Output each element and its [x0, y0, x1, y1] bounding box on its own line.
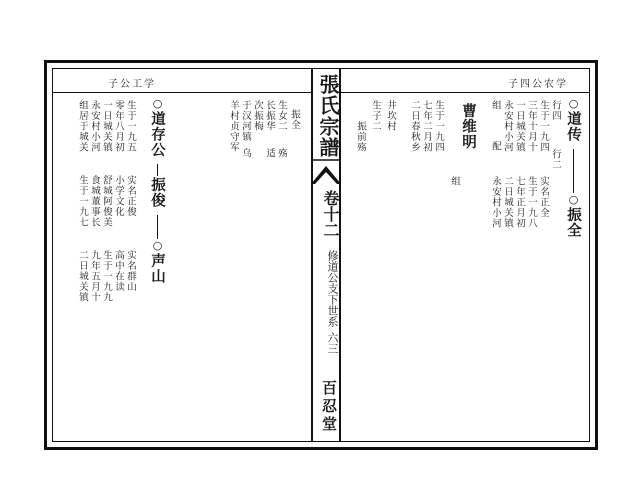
spouse-detail1: 生于一九四	[433, 100, 444, 153]
left-person2-detail1: 实名正俊	[125, 175, 136, 217]
volume-label: 卷十二	[321, 190, 340, 238]
left-page-header: 子公工学	[108, 79, 156, 90]
left-note-col7: 适	[264, 148, 275, 159]
left-note-col5: 于汉河镇	[240, 100, 251, 142]
left-note-col8: 殇	[276, 148, 287, 159]
left-person1-detail5: 组居于城关	[77, 100, 88, 153]
book-spine	[311, 68, 341, 442]
left-note-col9: 乌	[240, 148, 251, 159]
left-person3-detail1: 实名群山	[125, 250, 136, 292]
node-circle-icon: ○	[151, 239, 164, 253]
left-person2-detail2: 小学文化	[113, 175, 124, 217]
left-person3-detail5: 二日城关镇	[77, 250, 88, 303]
left-person1-detail2: 零年八月初	[113, 100, 124, 153]
fishtail-mark-icon	[311, 156, 341, 184]
right-person1-detail3: 三年十月十	[526, 100, 537, 153]
node-circle-icon: ○	[567, 97, 580, 111]
left-person2-detail3: 舒城阿俊美	[101, 175, 112, 228]
left-person2-detail4: 食城董事长	[89, 175, 100, 228]
lineage-connector	[573, 149, 574, 193]
left-person2-name: 振俊	[149, 177, 166, 208]
hall-name: 百忍堂	[320, 380, 338, 434]
left-note-col2: 生女二	[276, 100, 287, 132]
right-person2-detail7: 组	[449, 176, 460, 187]
genealogy-title: 張氏宗譜	[316, 74, 340, 158]
right-person2-detail2: 实名正全	[538, 176, 549, 218]
left-person1-detail4: 永安村小河	[89, 100, 100, 153]
right-person2-detail4: 七年正月初	[514, 176, 525, 229]
left-note-col3: 长振华	[264, 100, 275, 132]
lineage-connector	[157, 215, 158, 239]
right-person2-name: ○振全	[565, 193, 582, 238]
right-person2-detail1: 行二	[550, 149, 561, 170]
node-circle-icon: ○	[151, 97, 164, 111]
spouse-label: 配	[490, 141, 501, 152]
right-person2-detail6: 永安村小河	[490, 176, 501, 229]
right-person1-detail6: 组	[490, 100, 501, 111]
lineage-connector	[157, 164, 158, 176]
left-person3-name: ○声山	[149, 239, 166, 284]
right-person2-detail3: 生于一九八	[526, 176, 537, 229]
right-page-header: 子四公农学	[508, 79, 568, 90]
left-header-rule	[53, 92, 311, 93]
right-header-rule	[337, 92, 589, 93]
right-person1-detail5: 永安村小河	[502, 100, 513, 153]
spouse-detail5: 生子二	[370, 100, 381, 132]
left-person1-detail1: 生于一九五	[125, 100, 136, 153]
page-inner-frame	[52, 68, 590, 442]
left-person1-detail3: 一日城关镇	[101, 100, 112, 153]
spouse-detail3: 二日春秋乡	[409, 100, 420, 153]
left-person1-name: ○道存公	[149, 97, 166, 158]
left-note-col4: 次振梅	[252, 100, 263, 132]
right-person1-detail1: 行四	[550, 100, 561, 121]
lineage-section-title: 修道公支下世系	[326, 250, 339, 327]
spouse-detail4: 井坎村	[385, 100, 396, 132]
spouse-name: 曹维明	[460, 103, 477, 150]
left-person2-detail5: 生于一九七	[77, 175, 88, 228]
right-person1-detail4: 一日城关镇	[514, 100, 525, 153]
page-number: 六三	[326, 332, 339, 354]
spouse-detail2: 七年二月初	[421, 100, 432, 153]
left-note-col6: 羊村贞守军	[228, 100, 239, 153]
left-person3-detail4: 九年五月十	[89, 250, 100, 303]
left-note-col1: 振全	[289, 109, 300, 130]
left-person3-detail3: 生于一九九	[101, 250, 112, 303]
node-circle-icon: ○	[567, 193, 580, 207]
right-person1-detail2: 生于一九四	[538, 100, 549, 153]
right-person1-name: ○道传	[565, 97, 582, 142]
spouse-detail6: 振前殇	[355, 121, 366, 153]
left-person3-detail2: 高中在读	[113, 250, 124, 292]
page-frame	[44, 60, 598, 450]
right-person2-detail5: 二日城关镇	[502, 176, 513, 229]
